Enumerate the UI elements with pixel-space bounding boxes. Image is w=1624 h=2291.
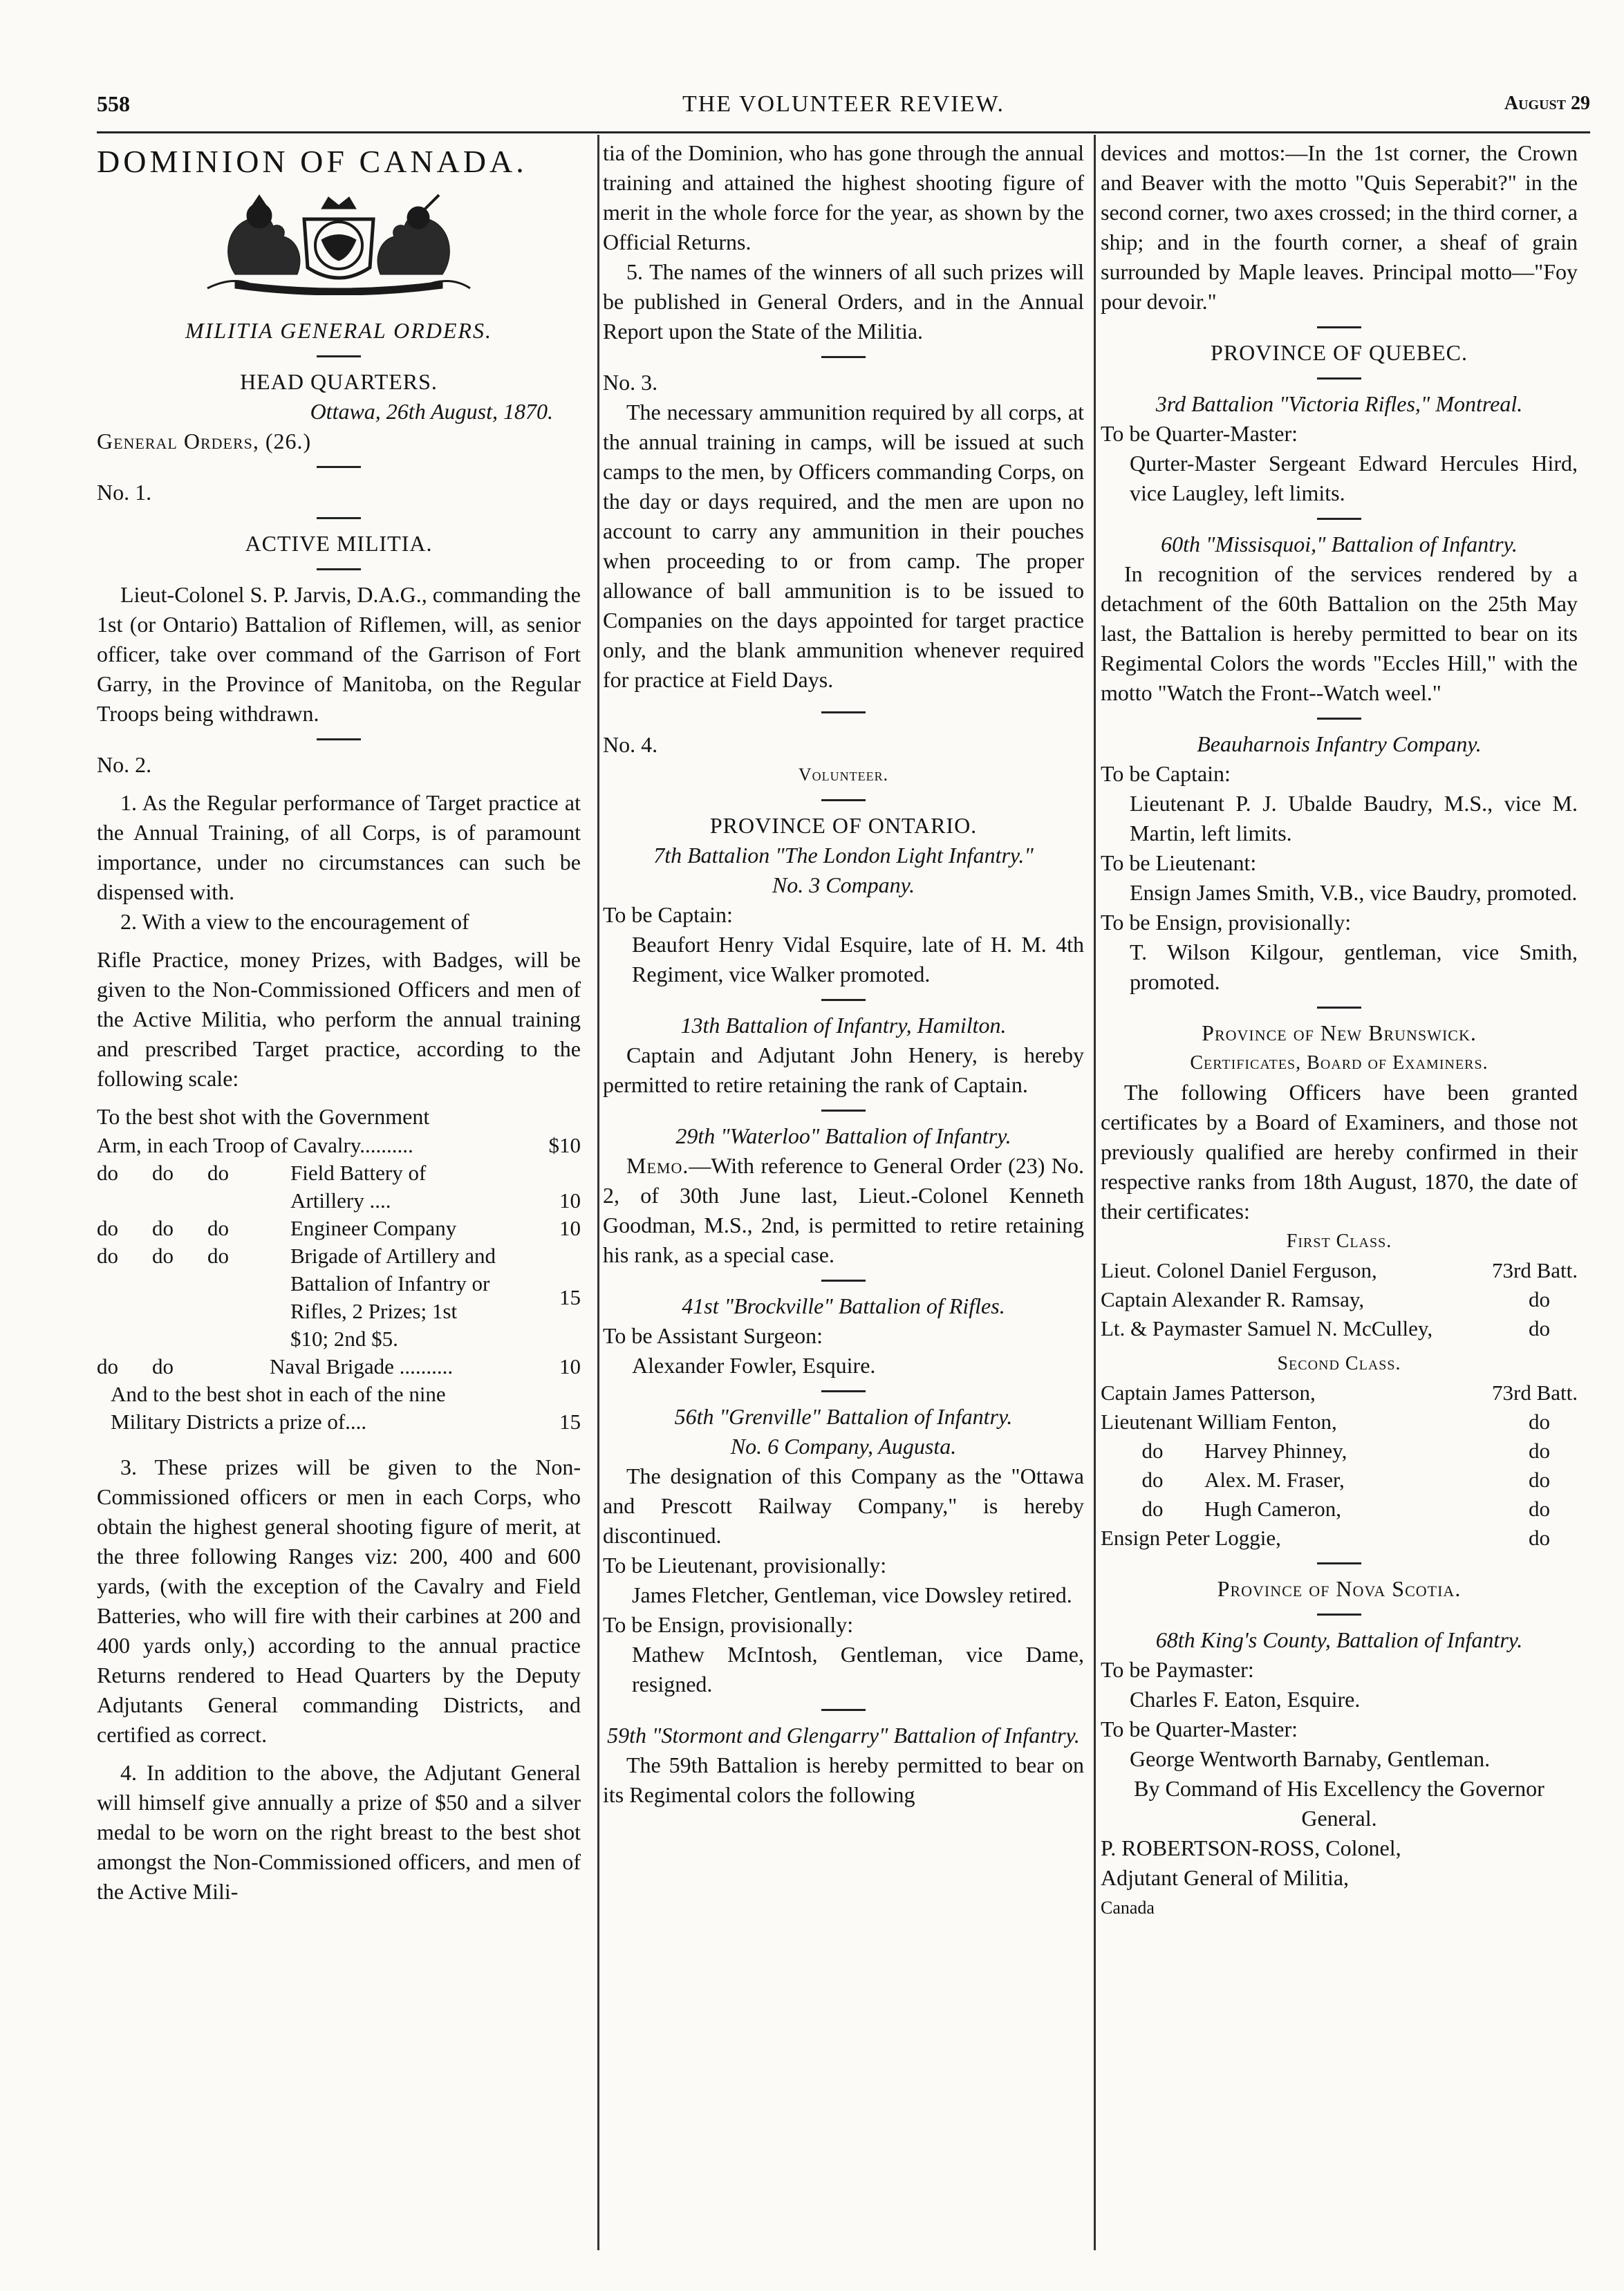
memo-label: Memo. [626,1153,689,1178]
table-cell: Harvey Phinney, [1204,1439,1347,1463]
table-cell: And to the best shot in each of the nine Military Districts a prize of.... [111,1382,446,1434]
appointment-entry: Ensign James Smith, V.B., vice Baudry, promoted. [1130,880,1578,905]
order-number: No. 4. [603,732,658,757]
table-row [97,1381,581,1436]
newspaper-title: THE VOLUNTEER REVIEW. [682,91,1005,117]
general-orders-label: General Orders, (26.) [97,429,312,453]
battalion-heading: 3rd Battalion "Victoria Rifles," Montreal. [1155,391,1523,416]
appointment-entry: Alexander Fowler, Esquire. [632,1353,876,1378]
table-cell: $10 [548,1133,581,1157]
paragraph: devices and mottos:—In the 1st corner, the Crown and Beaver with the motto "Quis Seperabit?" in the second corner, two axes crossed; in the third corner, a ship; and in the fourth corner, a sheaf of grain surrounded by Maple leaves. Principal motto—"Foy pour devoir." [1101,140,1578,314]
section-heading: ACTIVE MILITIA. [245,531,433,556]
table-cell: 10 [559,1354,581,1378]
table-row [97,1242,581,1353]
appointment-entry: George Wentworth Barnaby, Gentleman. [1130,1746,1491,1771]
separator [1317,1614,1361,1616]
separator [1317,1007,1361,1009]
separator [821,799,866,801]
table-cell: do [1529,1439,1550,1463]
table-cell: Arm, in each Troop of Cavalry.......... [97,1133,413,1157]
battalion-heading: 60th "Missisquoi," Battalion of Infantry. [1161,532,1518,557]
column-3 [1101,138,1578,1923]
appointment-label: To be Lieutenant, provisionally: [603,1553,887,1578]
table-cell: 73rd Batt. [1492,1258,1578,1282]
table-cell: do [1529,1287,1550,1311]
paragraph: 3. These prizes will be given to the Non-Commissioned officers or men in each Corps, who obtain the highest general shooting figure of merit, at the three following Ranges viz: 200, 400 and 600 yards, (with the exception of the Cavalry and Field Batteries, who will fire with their carbines at 200 and 400 yards only,) according to the annual practice Returns rendered to Head Quarters by the Deputy Adjutants General commanding Districts, and certified as correct. [97,1455,581,1747]
table-cell: do [1141,1497,1164,1521]
table-row [1101,1437,1578,1466]
dominion-heading: DOMINION OF CANADA. [97,144,528,179]
paragraph: The following Officers have been granted certificates by a Board of Examiners, and those not previously qualified are hereby confirmed in their respective ranks from 18th August, 1870, the date of their certificates: [1101,1080,1578,1224]
appointment-label: To be Captain: [603,902,733,927]
prize-scale-table [97,1132,581,1436]
company-heading: No. 3 Company. [772,872,915,897]
table-row [1101,1314,1578,1343]
battalion-heading: 56th "Grenville" Battalion of Infantry. [674,1404,1013,1429]
battalion-heading: 7th Battalion "The London Light Infantry." [653,843,1034,868]
table-cell: do [207,1161,229,1185]
signature-title: Adjutant General of Militia, [1101,1865,1350,1890]
appointment-entry: Captain and Adjutant John Henery, is hereby permitted to retire retaining the rank of Captain. [603,1042,1084,1097]
orders-title: MILITIA GENERAL ORDERS. [185,318,492,343]
table-row [1101,1408,1578,1437]
subsection-heading: Certificates, Board of Examiners. [1190,1052,1488,1074]
table-row [1101,1285,1578,1314]
memo-text: —With reference to General Order (23) No. 2, of 30th June last, Lieut.-Colonel Kenneth Goodman, M.S., 2nd, is permitted to retire retaining his rank, as a special case. [603,1153,1084,1267]
column-1 [97,138,581,1907]
head-quarters: HEAD QUARTERS. [240,369,438,394]
table-cell: 10 [559,1188,581,1213]
table-cell: do [97,1354,118,1378]
table-cell: Alex. M. Fraser, [1204,1468,1345,1492]
appointment-label: To be Ensign, provisionally: [603,1612,854,1637]
table-cell: do [1529,1316,1550,1340]
table-cell: do [97,1244,118,1268]
table-cell: Hugh Cameron, [1204,1497,1342,1521]
company-heading: Beauharnois Infantry Company. [1197,731,1482,756]
province-heading: PROVINCE OF ONTARIO. [709,813,978,838]
table-cell: 73rd Batt. [1492,1381,1578,1405]
separator [1317,1562,1361,1564]
paragraph: In recognition of the services rendered by a detachment of the 60th Battalion on the 25th May last, the Battalion is hereby permitted to bear on its Regimental Colors the words "Eccles Hill," with the motto "Watch the Front--Watch weel." [1101,561,1578,705]
table-cell: do [1141,1468,1164,1492]
order-number: No. 2. [97,752,152,777]
paragraph: 4. In addition to the above, the Adjutant General will himself give annually a prize of $50 and a silver medal to be worn on the right breast to the best shot amongst the Non-Commissioned officers, and men of the Active Mili- [97,1760,581,1904]
appointment-entry: The designation of this Company as the "Ottawa and Prescott Railway Company," is hereby discontinued. [603,1464,1084,1548]
column-2 [603,138,1084,1810]
prize-intro: To the best shot with the Government [97,1104,430,1129]
paragraph: 2. With a view to the encouragement of [120,909,469,934]
battalion-heading: 59th "Stormont and Glengarry" Battalion of Infantry. [607,1723,1080,1748]
table-cell: do [97,1161,118,1185]
table-row [1101,1256,1578,1285]
battalion-heading: 13th Battalion of Infantry, Hamilton. [680,1013,1007,1038]
signature-country: Canada [1101,1898,1155,1918]
appointment-label: To be Quarter-Master: [1101,421,1298,446]
appointment-label: To be Assistant Surgeon: [603,1323,823,1348]
class-heading: First Class. [1286,1231,1392,1252]
table-cell: do [1141,1439,1164,1463]
section-heading: Volunteer. [798,765,889,785]
table-cell: Captain James Patterson, [1101,1381,1316,1405]
separator [1317,326,1361,328]
paragraph: The necessary ammunition required by all corps, at the annual training in camps, will be issued at such camps to the men, by Officers commanding Corps, on the day or days required, and the men are upon no account to carry any ammunition in their pouches when proceeding to or from camp. The proper allowance of ball ammunition is to be issued to Companies on the days appointed for target practice only, and the blank ammunition whenever required for practice at Field Days. [603,400,1084,692]
paragraph: Lieut-Colonel S. P. Jarvis, D.A.G., commanding the 1st (or Ontario) Battalion of Riflemen, will, as senior officer, take over command of the Garrison of Fort Garry, in the Province of Manitoba, on the Regular Troops being withdrawn. [97,582,581,726]
separator [821,1709,866,1711]
separator [821,1390,866,1392]
company-heading: No. 6 Company, Augusta. [730,1434,957,1459]
appointment-entry: James Fletcher, Gentleman, vice Dowsley retired. [632,1582,1072,1607]
signature-name: P. ROBERTSON-ROSS, Colonel, [1101,1835,1401,1860]
separator [317,517,361,519]
table-cell: do [152,1216,174,1240]
column-divider-2 [1094,135,1096,2250]
table-cell: do [152,1244,174,1268]
appointment-label: To be Lieutenant: [1101,850,1257,875]
separator [821,1280,866,1282]
appointment-entry: Lieutenant P. J. Ubalde Baudry, M.S., vice M. Martin, left limits. [1130,791,1578,845]
separator [821,711,866,713]
separator [317,466,361,468]
page-header [97,91,1590,133]
appointment-entry: T. Wilson Kilgour, gentleman, vice Smith, promoted. [1130,939,1578,994]
appointment-entry: Charles F. Eaton, Esquire. [1130,1687,1361,1712]
appointment-entry: Qurter-Master Sergeant Edward Hercules Hird, vice Laugley, left limits. [1130,451,1578,505]
province-heading: Province of New Brunswick. [1202,1020,1477,1045]
table-row [97,1353,581,1381]
paragraph: Rifle Practice, money Prizes, with Badges, will be given to the Non-Commissioned Officers and men of the Active Militia, who perform the annual training and prescribed Target practice, according to the following scale: [97,947,581,1091]
table-cell: Field Battery of Artillery .... [290,1161,427,1213]
issue-date: August 29 [1504,93,1590,114]
table-row [1101,1524,1578,1553]
table-cell: 10 [559,1216,581,1240]
order-number: No. 1. [97,480,152,505]
separator [1317,377,1361,380]
header-rule [97,131,1590,133]
command-line: By Command of His Excellency the Governor General. [1134,1776,1544,1831]
table-cell: Lieut. Colonel Daniel Ferguson, [1101,1258,1377,1282]
appointment-entry: Beaufort Henry Vidal Esquire, late of H. M. 4th Regiment, vice Walker promoted. [632,932,1084,986]
table-cell: do [1529,1410,1550,1434]
table-row [1101,1378,1578,1408]
appointment-label: To be Paymaster: [1101,1657,1254,1682]
paragraph: tia of the Dominion, who has gone through the annual training and attained the highest shooting figure of merit in the whole force for the year, as shown by the Official Returns. [603,140,1084,254]
table-cell: do [207,1244,229,1268]
table-cell: Lieutenant William Fenton, [1101,1410,1337,1434]
battalion-heading: 29th "Waterloo" Battalion of Infantry. [675,1123,1011,1148]
royal-coat-of-arms-icon [194,191,484,295]
separator [317,568,361,570]
second-class-table [1101,1378,1578,1553]
battalion-heading: 41st "Brockville" Battalion of Rifles. [682,1293,1005,1318]
table-cell: 15 [559,1285,581,1309]
memo-paragraph [603,1151,1084,1270]
table-cell: Ensign Peter Loggie, [1101,1526,1281,1550]
table-cell: do [1529,1497,1550,1521]
table-cell: do [152,1354,174,1378]
separator [821,356,866,358]
table-row [1101,1495,1578,1524]
first-class-table [1101,1256,1578,1343]
table-row [97,1215,581,1242]
separator [317,738,361,740]
column-divider-1 [597,135,599,2250]
table-cell: do [97,1216,118,1240]
separator [821,999,866,1001]
table-cell: Brigade of Artillery and Battalion of Infantry or Rifles, 2 Prizes; 1st $10; 2nd $5. [290,1244,496,1351]
appointment-label: To be Captain: [1101,761,1231,786]
table-cell: do [1529,1526,1550,1550]
appointment-label: To be Quarter-Master: [1101,1717,1298,1741]
separator [1317,718,1361,720]
battalion-heading: 68th King's County, Battalion of Infantry. [1155,1627,1523,1652]
dateline: Ottawa, 26th August, 1870. [310,399,553,424]
table-cell: do [1529,1468,1550,1492]
table-cell: Lt. & Paymaster Samuel N. McCulley, [1101,1316,1433,1340]
table-row [97,1132,581,1159]
page-number: 558 [97,91,130,116]
appointment-label: To be Ensign, provisionally: [1101,910,1352,935]
table-cell [207,1353,270,1381]
table-cell: do [207,1216,229,1240]
table-cell: 15 [559,1410,581,1434]
table-cell: Engineer Company [290,1216,457,1240]
province-heading: PROVINCE OF QUEBEC. [1211,340,1468,365]
class-heading: Second Class. [1277,1353,1401,1374]
table-cell: do [152,1161,174,1185]
separator [1317,518,1361,520]
order-number: No. 3. [603,370,658,395]
province-heading: Province of Nova Scotia. [1217,1576,1462,1601]
table-row [1101,1466,1578,1495]
appointment-entry: The 59th Battalion is hereby permitted to bear on its Regimental colors the following [603,1752,1084,1807]
table-row [97,1159,581,1215]
paragraph: 1. As the Regular performance of Target practice at the Annual Training, of all Corps, is of paramount importance, under no circumstances can such be dispensed with. [97,790,581,904]
appointment-entry: Mathew McIntosh, Gentleman, vice Dame, resigned. [632,1642,1084,1696]
separator [821,1110,866,1112]
paragraph: 5. The names of the winners of all such prizes will be published in General Orders, and in the Annual Report upon the State of the Militia. [603,259,1084,344]
table-cell: Captain Alexander R. Ramsay, [1101,1287,1365,1311]
separator [317,355,361,357]
table-cell: Naval Brigade .......... [270,1354,454,1378]
